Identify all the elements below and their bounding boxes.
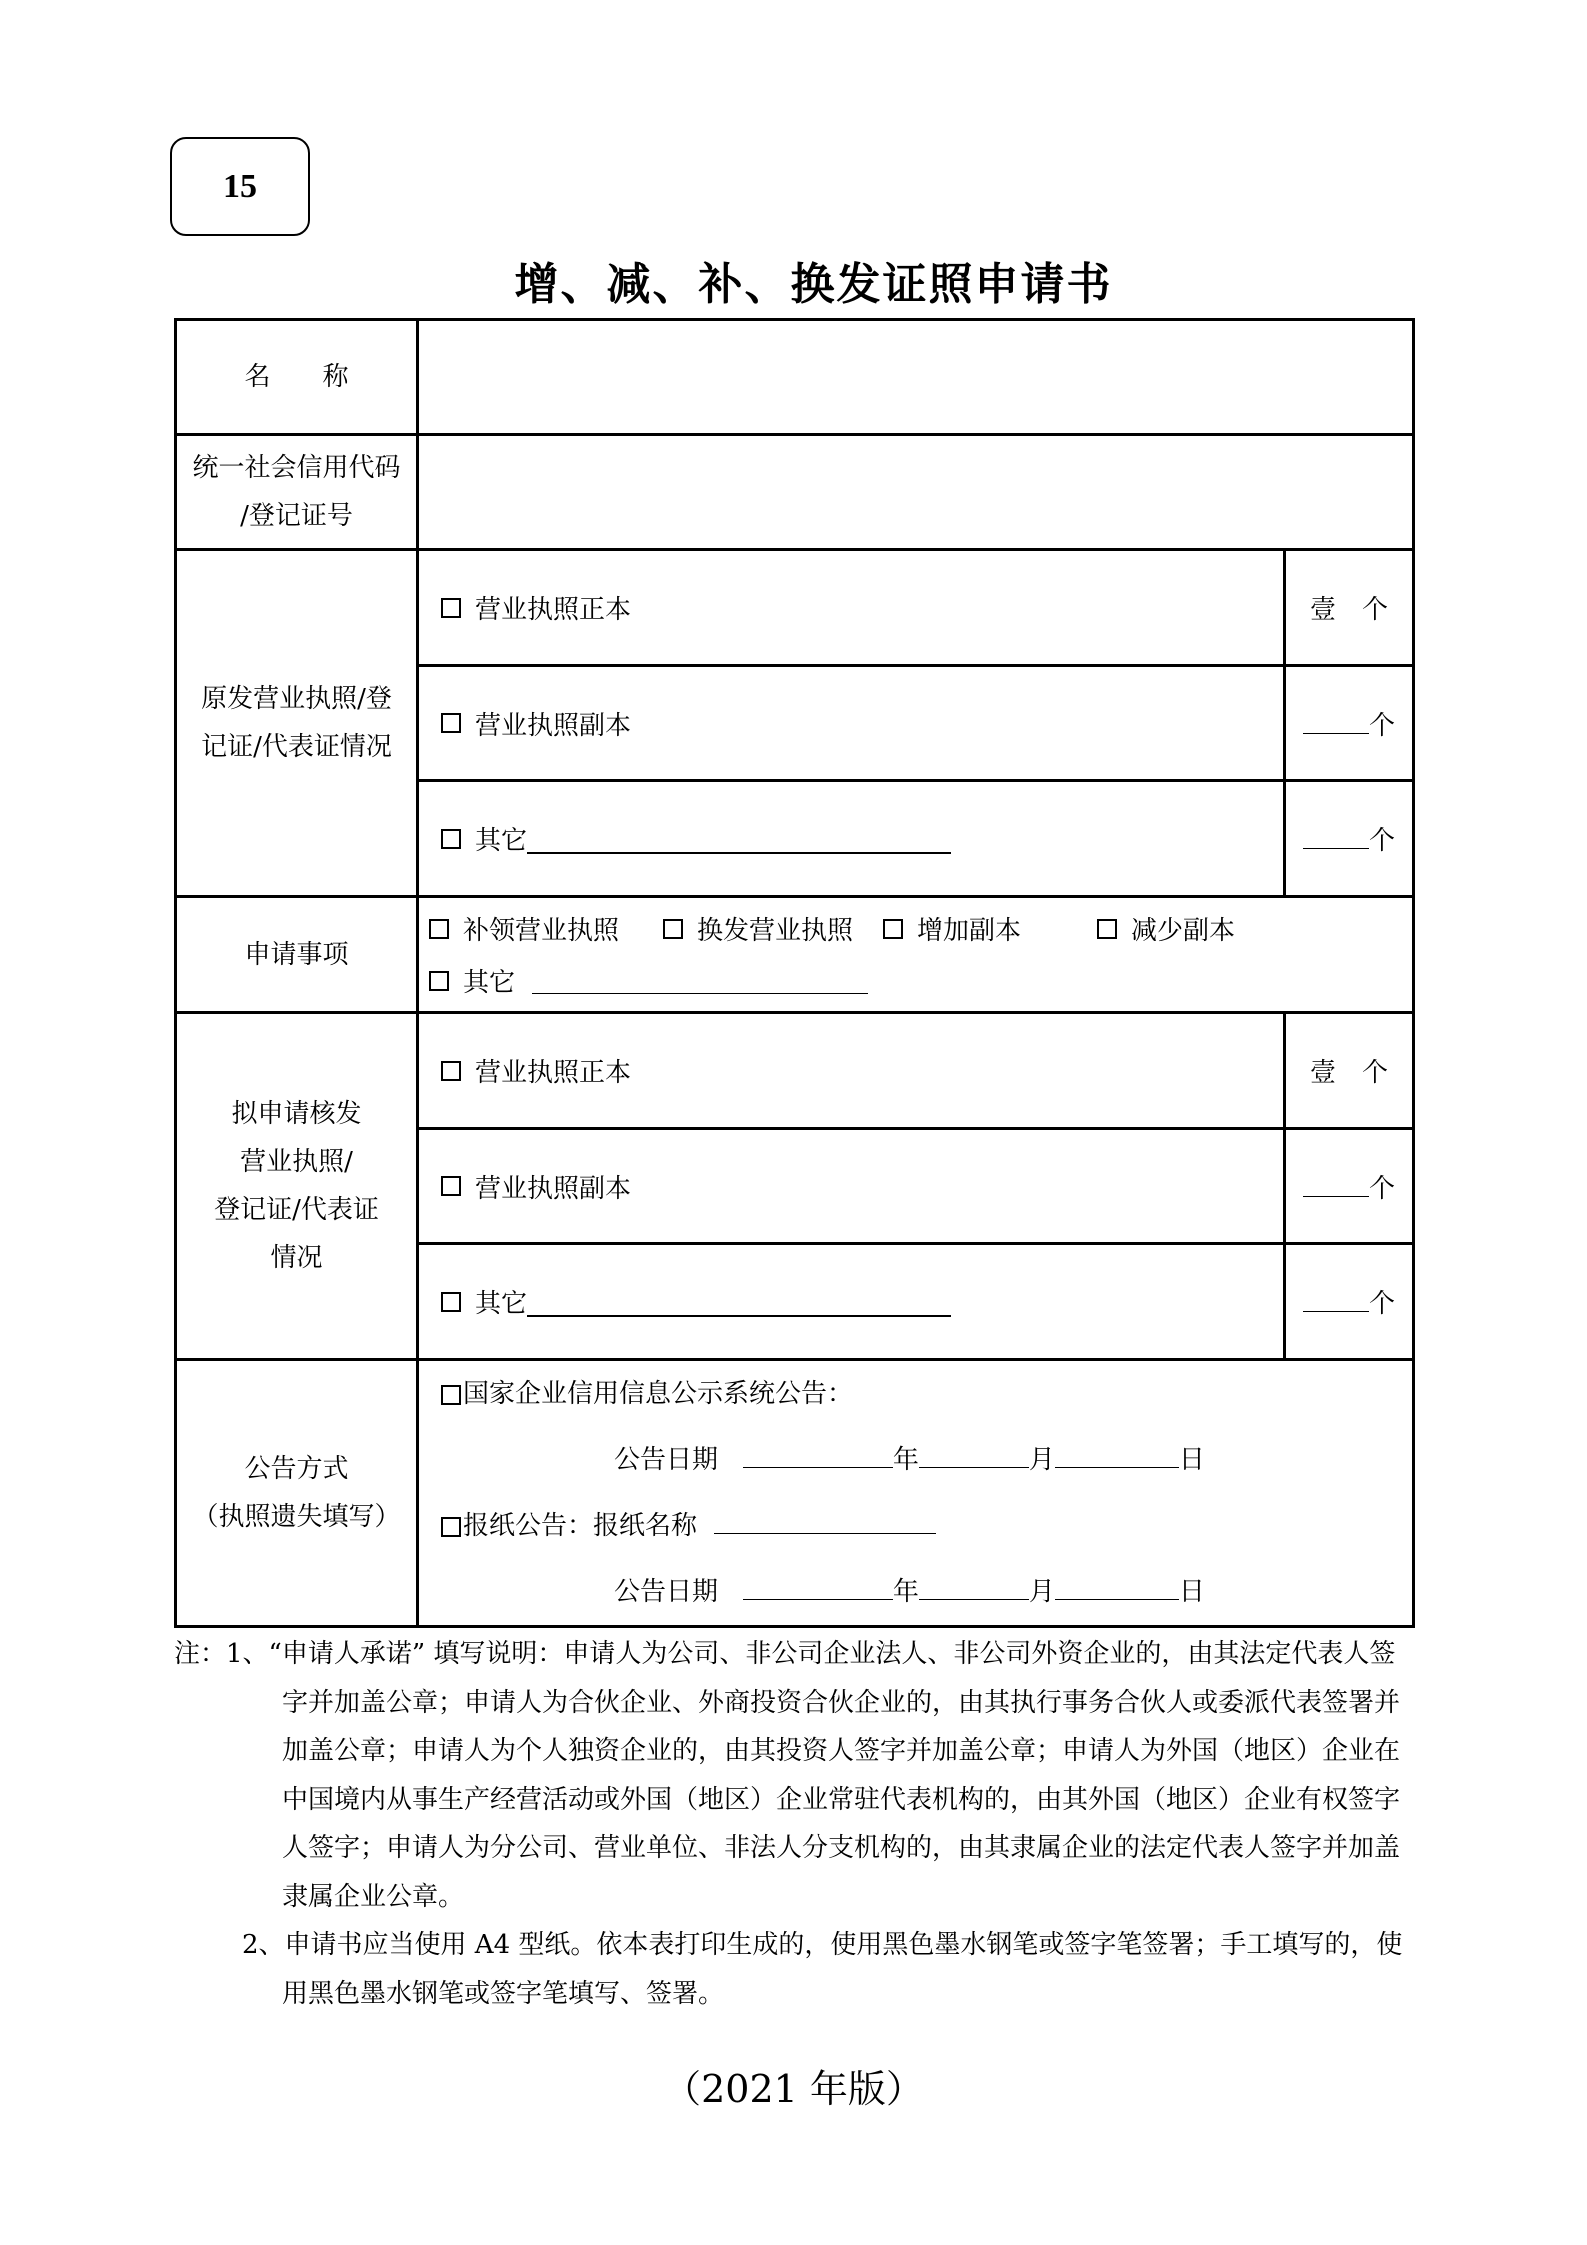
- system-announcement-date: 公告日期 年 月 日: [614, 1445, 1205, 1475]
- original-item-original: 营业执照正本: [418, 550, 1285, 666]
- credit-code-label: 统一社会信用代码 /登记证号: [176, 435, 418, 550]
- newspaper-announcement-date: 公告日期 年 月 日: [614, 1577, 1205, 1607]
- checkbox[interactable]: [441, 829, 461, 849]
- checkbox[interactable]: [429, 971, 449, 991]
- newspaper-name-field[interactable]: [714, 1533, 936, 1534]
- row-credit-code: [176, 435, 1414, 550]
- checkbox[interactable]: [429, 919, 449, 939]
- application-other-field[interactable]: [532, 967, 868, 994]
- copy-count-field[interactable]: [1303, 733, 1369, 734]
- option-add-copy[interactable]: 增加副本: [883, 910, 1021, 947]
- option-reissue[interactable]: 补领营业执照: [429, 910, 619, 947]
- announcement-options: [418, 1360, 1414, 1627]
- year-field[interactable]: [743, 1467, 893, 1468]
- note-2: 2、申请书应当使用 A4 型纸。依本表打印生成的，使用黑色墨水钢笔或签字笔签署；手工填写的，使用黑色墨水钢笔或签字笔填写、签署。: [242, 1930, 1403, 2009]
- original-item-copy: 营业执照副本: [418, 666, 1285, 781]
- checkbox[interactable]: [441, 713, 461, 733]
- system-announcement-option[interactable]: 国家企业信用信息公示系统公告：: [441, 1361, 1412, 1427]
- row-original-original: [176, 550, 1414, 666]
- page-title: 增、减、补、换发证照申请书: [514, 259, 1113, 310]
- row-application: [176, 897, 1414, 1013]
- original-label: 原发营业执照/登 记证/代表证情况: [176, 550, 418, 897]
- checkbox[interactable]: [1097, 919, 1117, 939]
- form-number-badge: [170, 137, 310, 236]
- checkbox[interactable]: [441, 1385, 461, 1405]
- option-reduce-copy[interactable]: 减少副本: [1097, 910, 1235, 947]
- announcement-label: 公告方式 （执照遗失填写）: [176, 1360, 418, 1627]
- proposed-item-original: 营业执照正本: [418, 1013, 1285, 1129]
- proposed-item-other: 其它: [418, 1244, 1285, 1360]
- day-field[interactable]: [1055, 1599, 1179, 1600]
- application-label: 申请事项: [176, 897, 418, 1013]
- proposed-other-count-field[interactable]: [1303, 1311, 1369, 1312]
- copy-count: 个: [1285, 666, 1414, 781]
- other-count-field[interactable]: [1303, 848, 1369, 849]
- option-replace[interactable]: 换发营业执照: [663, 910, 853, 947]
- option-other[interactable]: 其它: [429, 962, 868, 999]
- year-field[interactable]: [743, 1599, 893, 1600]
- proposed-item-copy: 营业执照副本: [418, 1129, 1285, 1244]
- edition-label: （2021 年版）: [663, 2067, 924, 2111]
- checkbox[interactable]: [441, 1061, 461, 1081]
- newspaper-announcement-option[interactable]: 报纸公告：报纸名称: [441, 1493, 1412, 1559]
- proposed-other-field[interactable]: [527, 1287, 951, 1317]
- credit-code-field[interactable]: [418, 435, 1414, 550]
- row-proposed-original: [176, 1013, 1414, 1129]
- original-item-other: 其它: [418, 781, 1285, 897]
- month-field[interactable]: [919, 1599, 1029, 1600]
- checkbox[interactable]: [441, 1292, 461, 1312]
- name-label: 名 称: [176, 320, 418, 435]
- row-announcement: [176, 1360, 1414, 1627]
- proposed-other-count: 个: [1285, 1244, 1414, 1360]
- row-name: [176, 320, 1414, 435]
- proposed-copy-count-field[interactable]: [1303, 1196, 1369, 1197]
- month-field[interactable]: [919, 1467, 1029, 1468]
- proposed-original-count: 壹 个: [1285, 1013, 1414, 1129]
- other-count: 个: [1285, 781, 1414, 897]
- checkbox[interactable]: [441, 598, 461, 618]
- application-form-table: [174, 318, 1415, 1628]
- checkbox[interactable]: [883, 919, 903, 939]
- notes: [174, 1630, 1419, 2018]
- checkbox[interactable]: [441, 1517, 461, 1537]
- original-count: 壹 个: [1285, 550, 1414, 666]
- note-1: 注：1、“申请人承诺” 填写说明：申请人为公司、非公司企业法人、非公司外资企业的，由其法定代表人签字并加盖公章；申请人为合伙企业、外商投资合伙企业的，由其执行事务合伙人或委派代表签署并加盖公章；申请人为个人独资企业的，由其投资人签字并加盖公章；申请人为外国（地区）企业在中国境内从事生产经营活动或外国（地区）企业常驻代表机构的，由其外国（地区）企业有权签字人签字；申请人为分公司、营业单位、非法人分支机构的，由其隶属企业的法定代表人签字并加盖隶属企业公章。: [174, 1639, 1401, 1912]
- name-field[interactable]: [418, 320, 1414, 435]
- proposed-copy-count: 个: [1285, 1129, 1414, 1244]
- form-number: 15: [223, 167, 257, 205]
- application-options: [418, 897, 1414, 1013]
- other-field[interactable]: [527, 824, 951, 854]
- proposed-label: 拟申请核发 营业执照/ 登记证/代表证 情况: [176, 1013, 418, 1360]
- checkbox[interactable]: [441, 1176, 461, 1196]
- checkbox[interactable]: [663, 919, 683, 939]
- day-field[interactable]: [1055, 1467, 1179, 1468]
